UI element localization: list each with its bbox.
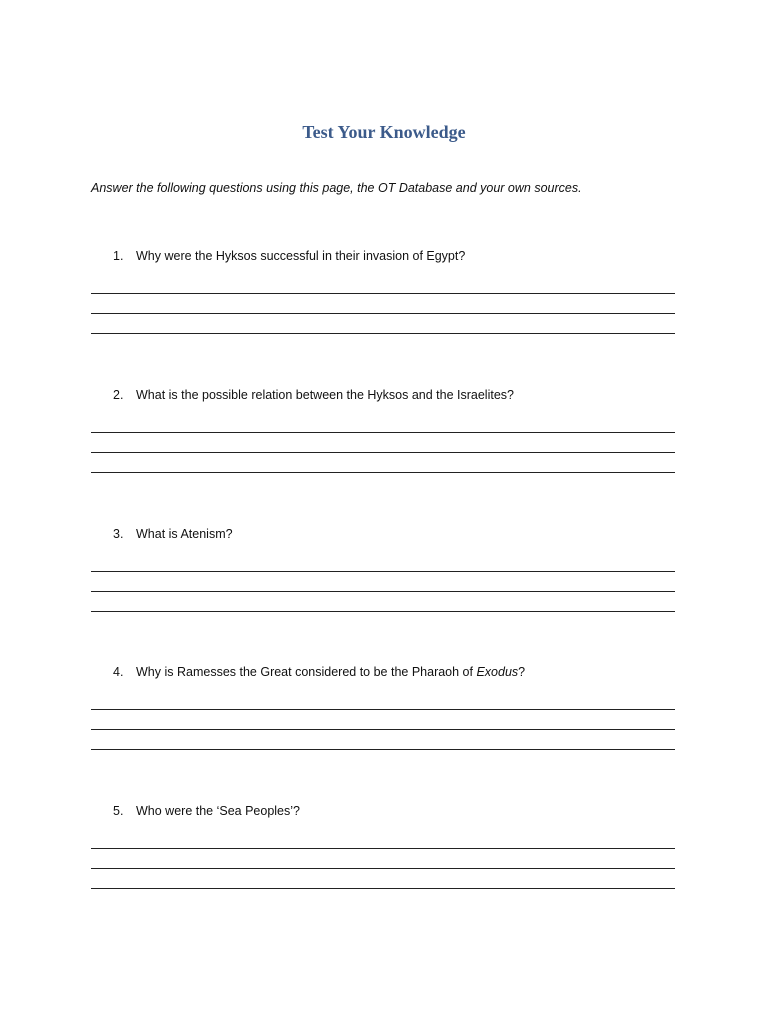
question-5-text [113, 804, 300, 818]
question-1-text [113, 249, 465, 263]
question-suffix: ? [518, 665, 526, 679]
answer-line[interactable] [91, 333, 675, 334]
question-4-text [113, 665, 525, 679]
question-number: 1. [113, 249, 124, 263]
answer-line[interactable] [91, 611, 675, 612]
answer-line[interactable] [91, 571, 675, 572]
question-label: Who were the ‘Sea Peoples’? [136, 804, 300, 818]
answer-line[interactable] [91, 293, 675, 294]
question-number: 4. [113, 665, 124, 679]
question-number: 2. [113, 388, 124, 402]
question-number: 5. [113, 804, 124, 818]
answer-line[interactable] [91, 868, 675, 869]
question-label: Why is Ramesses the Great considered to be the Pharaoh of [136, 665, 477, 679]
question-number: 3. [113, 527, 124, 541]
question-emphasis: Exodus [476, 665, 519, 679]
instructions-text: Answer the following questions using this page, the OT Database and your own sources. [91, 181, 582, 195]
question-label: Why were the Hyksos successful in their invasion of Egypt? [136, 249, 466, 263]
question-label: What is the possible relation between the Hyksos and the Israelites? [136, 388, 514, 402]
answer-line[interactable] [91, 313, 675, 314]
question-3-text [113, 527, 233, 541]
answer-line[interactable] [91, 591, 675, 592]
answer-line[interactable] [91, 848, 675, 849]
answer-line[interactable] [91, 472, 675, 473]
answer-line[interactable] [91, 749, 675, 750]
answer-line[interactable] [91, 432, 675, 433]
page-title: Test Your Knowledge [302, 122, 466, 142]
answer-line[interactable] [91, 709, 675, 710]
answer-line[interactable] [91, 452, 675, 453]
question-label: What is Atenism? [136, 527, 233, 541]
answer-line[interactable] [91, 729, 675, 730]
question-2-text [113, 388, 514, 402]
answer-line[interactable] [91, 888, 675, 889]
